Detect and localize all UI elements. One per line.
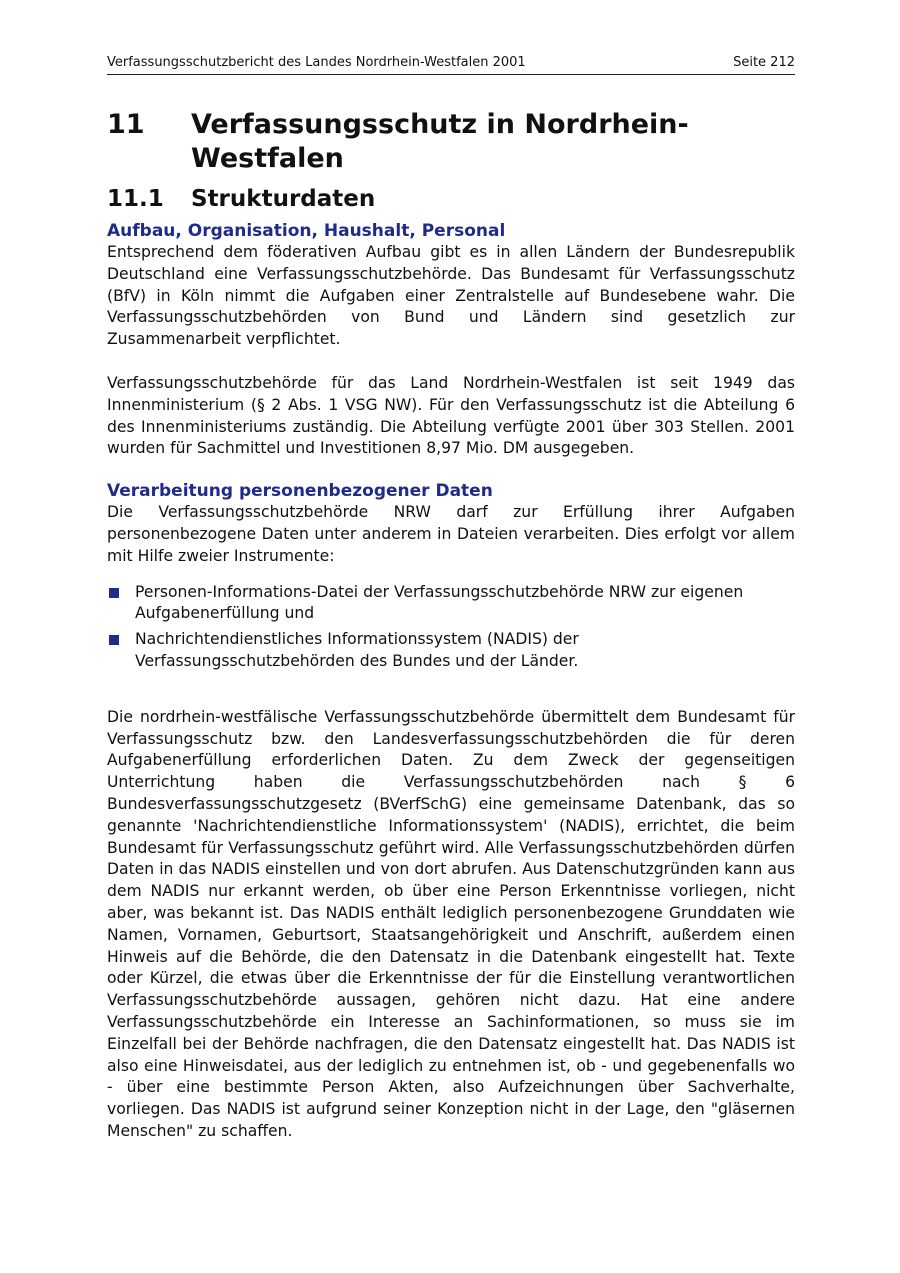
list-item-text: Nachrichtendienstliches Informationssystem (NADIS) der Verfassungsschutzbehörden des Bundes und der Länder.	[135, 630, 579, 670]
paragraph-aufbau-1: Entsprechend dem föderativen Aufbau gibt es in allen Ländern der Bundesrepublik Deutschland eine Verfassungsschutzbehörde. Das Bundesamt für Verfassungsschutz (BfV) in Köln nimmt die Aufgaben einer Zentralstelle auf Bundesebene wahr. Die Verfassungsschutzbehörden von Bund und Ländern sind gesetzlich zur Zusammenarbeit verpflichtet.	[107, 243, 795, 349]
page-content	[107, 108, 795, 1143]
page-number: Seite 212	[733, 55, 795, 70]
section-heading	[107, 184, 795, 214]
section-title: Strukturdaten	[191, 186, 376, 212]
page-header	[107, 54, 795, 75]
paragraph-daten-1: Die Verfassungsschutzbehörde NRW darf zur Erfüllung ihrer Aufgaben personenbezogene Daten unter anderem in Dateien verarbeiten. Dies erfolgt vor allem mit Hilfe zweier Instrumente:	[107, 503, 795, 565]
list-item	[107, 582, 795, 626]
list-item	[107, 629, 795, 673]
list-item-text: Personen-Informations-Datei der Verfassungsschutzbehörde NRW zur eigenen Aufgabenerfüllung und	[135, 582, 744, 623]
paragraph-daten-2: Die nordrhein-westfälische Verfassungsschutzbehörde übermittelt dem Bundesamt für Verfassungsschutz bzw. den Landesverfassungsschutzbehörden die für deren Aufgabenerfüllung erforderlichen Daten. Zu dem Zweck der gegenseitigen Unterrichtung haben die Verfassungsschutzbehörden nach § 6 Bundesverfassungsschutzgesetz (BVerfSchG) eine gemeinsame Datenbank, das so genannte 'Nachrichtendienstliche Informationssystem' (NADIS), errichtet, die beim Bundesamt für Verfassungsschutz geführt wird. Alle Verfassungsschutzbehörden dürfen Daten in das NADIS einstellen und von dort abrufen. Aus Datenschutzgründen kann aus dem NADIS nur erkannt werden, ob über eine Person Erkenntnisse vorliegen, nicht aber, was bekannt ist. Das NADIS enthält lediglich personenbezogene Grunddaten wie Namen, Vornamen, Geburtsort, Staatsangehörigkeit und Anschrift, außerdem einen Hinweis auf die Behörde, die den Datensatz in die Datenbank eingestellt hat. Texte oder Kürzel, die etwas über die Erkenntnisse der für die Einstellung verantwortlichen Verfassungsschutzbehörde aussagen, gehören nicht dazu. Hat eine andere Verfassungsschutzbehörde ein Interesse an Sachinformationen, so muss sie im Einzelfall bei der Behörde nachfragen, die den Datensatz eingestellt hat. Das NADIS ist also eine Hinweisdatei, aus der lediglich zu entnehmen ist, ob - und gegebenenfalls wo - über eine bestimmte Person Akten, also Aufzeichnungen über Sachverhalte, vorliegen. Das NADIS ist aufgrund seiner Konzeption nicht in der Lage, den "gläsernen Menschen" zu schaffen.	[107, 707, 795, 1140]
section-number: 11.1	[107, 186, 164, 212]
header-title: Verfassungsschutzbericht des Landes Nordrhein-Westfalen 2001	[107, 55, 526, 70]
subsection-heading-aufbau: Aufbau, Organisation, Haushalt, Personal	[107, 221, 506, 241]
chapter-heading	[107, 108, 795, 176]
instrument-list	[107, 582, 795, 673]
square-bullet-icon	[109, 588, 119, 598]
paragraph-aufbau-2: Verfassungsschutzbehörde für das Land Nordrhein-Westfalen ist seit 1949 das Innenministerium (§ 2 Abs. 1 VSG NW). Für den Verfassungsschutz ist die Abteilung 6 des Innenministeriums zuständig. Die Abteilung verfügte 2001 über 303 Stellen. 2001 wurden für Sachmittel und Investitionen 8,97 Mio. DM ausgegeben.	[107, 373, 795, 458]
subsection-heading-daten: Verarbeitung personenbezogener Daten	[107, 481, 493, 502]
chapter-title: Verfassungsschutz in Nordrhein-Westfalen	[191, 109, 689, 174]
square-bullet-icon	[109, 635, 119, 645]
chapter-number: 11	[107, 109, 145, 140]
